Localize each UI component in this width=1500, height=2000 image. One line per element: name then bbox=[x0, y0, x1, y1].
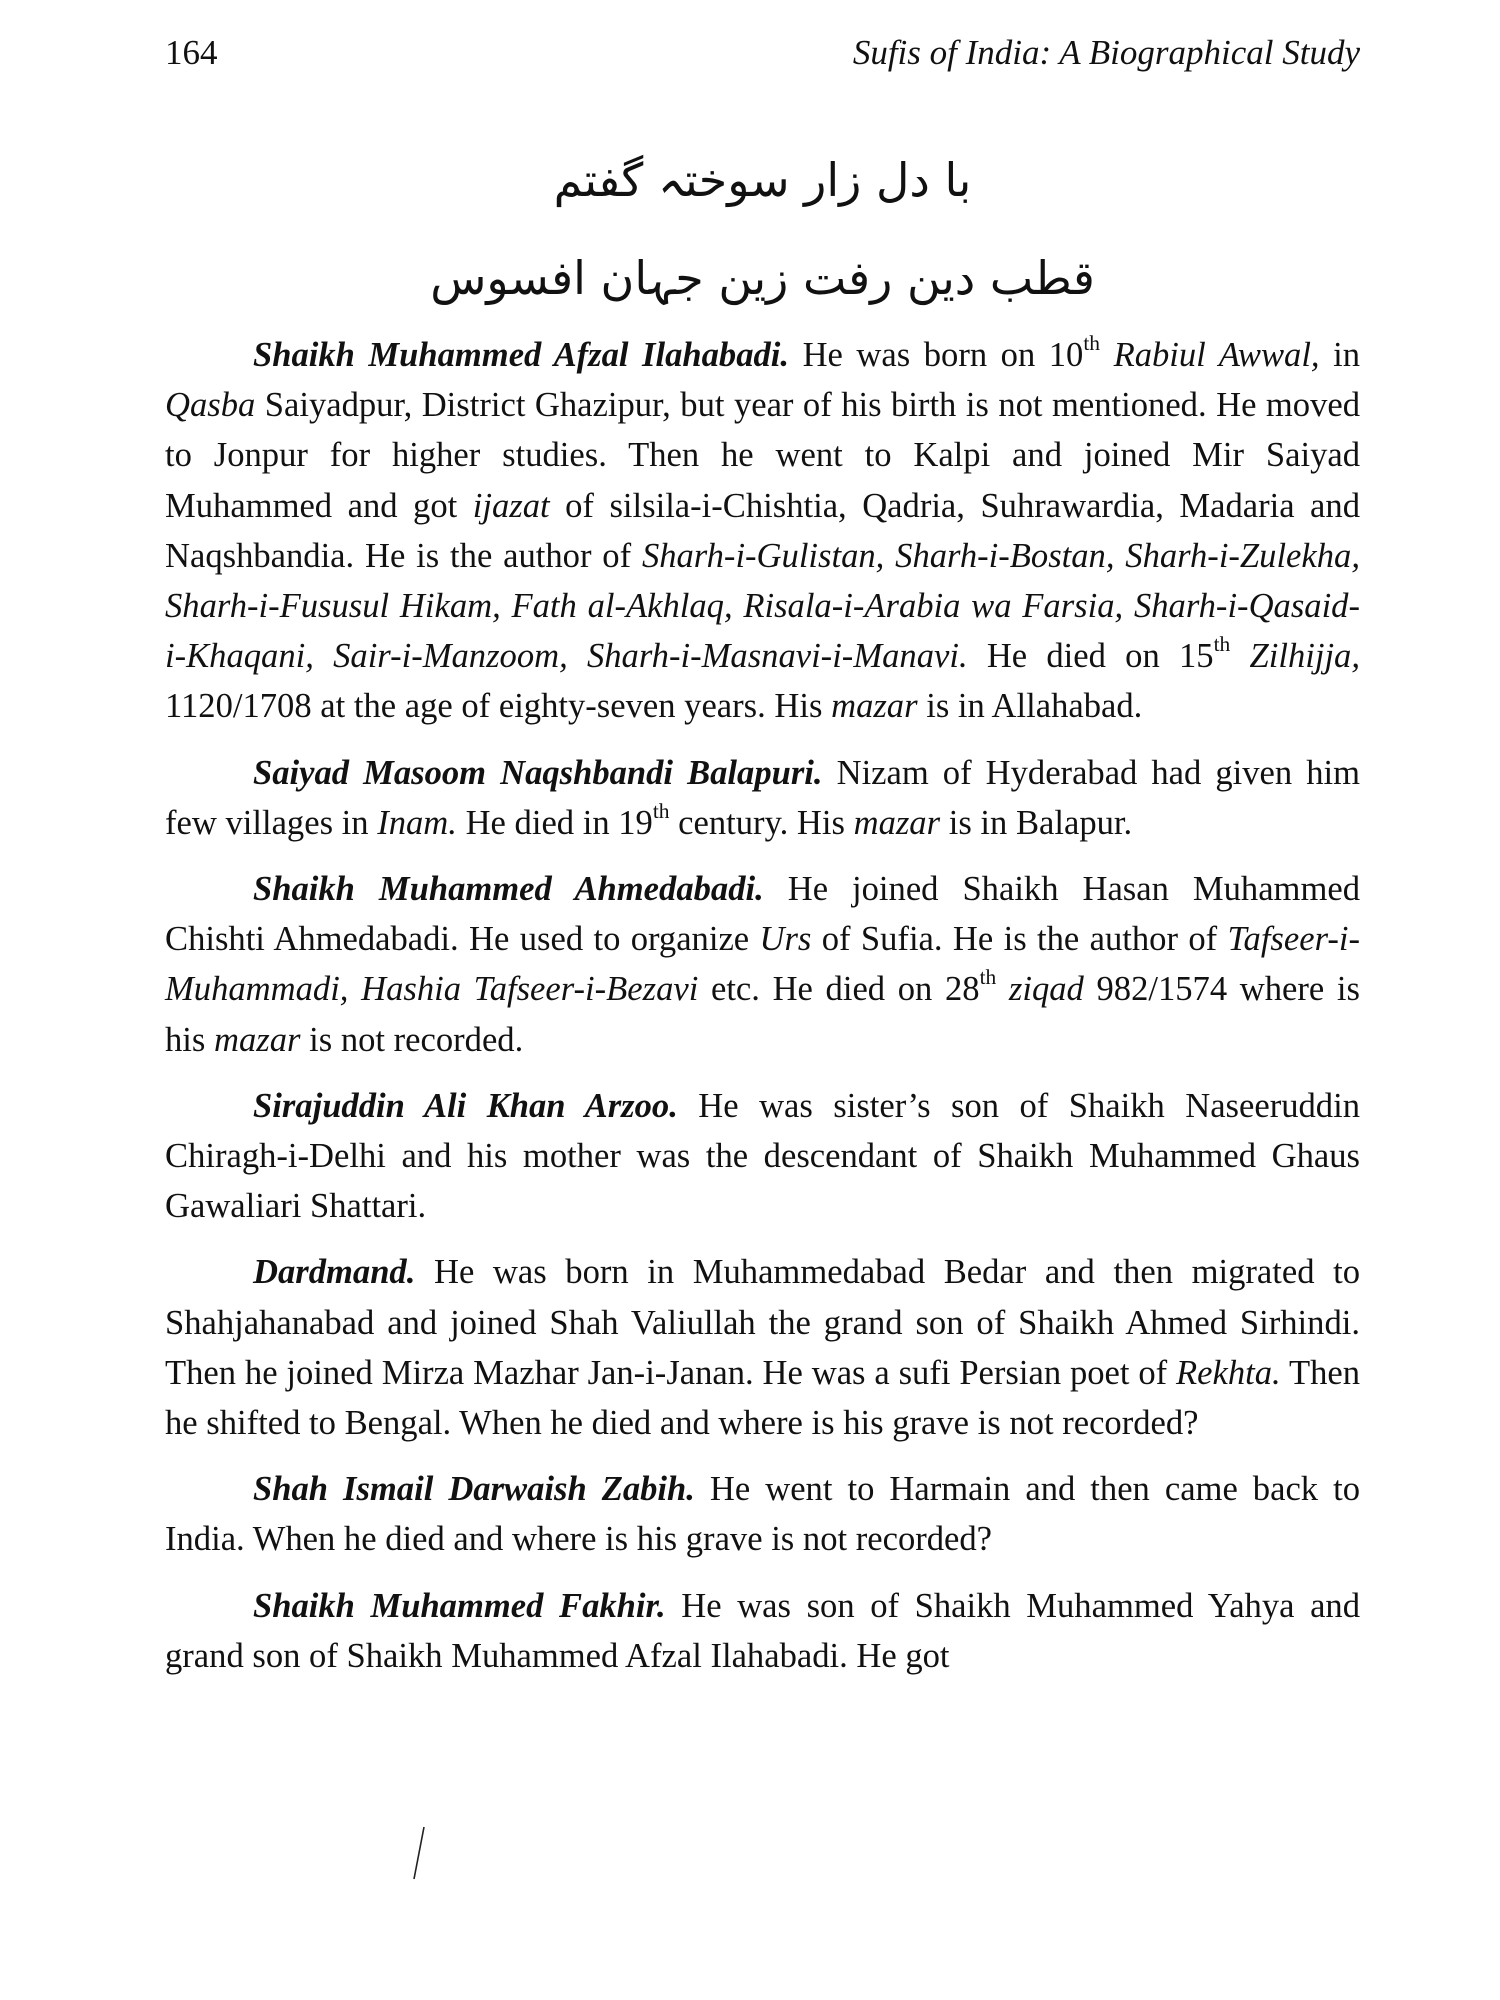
italic-term: Zilhijja, bbox=[1249, 637, 1360, 676]
sufi-name-heading: Dardmand. bbox=[253, 1253, 416, 1292]
paragraph-text: of silsila-i-Chishtia, Qadria, Suhrawardia, Madaria and Naqshbandia. He is the author of bbox=[165, 486, 1360, 575]
ordinal-suffix: th bbox=[652, 798, 670, 823]
paragraph bbox=[165, 864, 1360, 1065]
italic-term: mazar bbox=[853, 803, 941, 842]
ordinal-suffix: th bbox=[979, 965, 997, 990]
sufi-name-heading: Shaikh Muhammed Fakhir. bbox=[253, 1586, 666, 1625]
italic-term: Urs bbox=[759, 920, 812, 959]
paragraph-text: He was sister’s son of Shaikh Naseeruddin Chiragh-i-Delhi and his mother was the descendant of Shaikh Muhammed Ghaus Gawaliari Shattari. bbox=[165, 1086, 1360, 1226]
paragraph-text: He was born in Muhammedabad Bedar and then migrated to Shahjahanabad and joined Shah Valiullah the grand son of Shaikh Ahmed Sirhindi. Then he joined Mirza Mazhar Jan-i-Janan. He was a sufi Persian poet of bbox=[165, 1253, 1360, 1392]
sufi-name-heading: Shaikh Muhammed Ahmedabadi. bbox=[253, 870, 764, 909]
running-header bbox=[165, 28, 1360, 78]
paragraph-text: is in Balapur. bbox=[940, 803, 1133, 842]
paragraph bbox=[165, 1464, 1360, 1564]
paragraph-text: He was born on 10 bbox=[789, 336, 1084, 374]
italic-term: Tafseer-i-Muhammadi, Hashia Tafseer-i-Bezavi bbox=[165, 920, 1360, 1009]
italic-term: ijazat bbox=[472, 486, 550, 525]
ordinal-suffix: th bbox=[1083, 330, 1101, 355]
italic-term: Sharh-i-Gulistan, Sharh-i-Bostan, Sharh-i-Zulekha, Sharh-i-Fususul Hikam, Fath al-Akhlaq, Risala-i-Arabia wa Farsia, Sharh-i-Qasaid-i-Khaqani, Sair-i-Manzoom, Sharh-i-Masnavi-i-Manavi. bbox=[165, 536, 1360, 676]
paragraph-text: etc. He died on 28 bbox=[698, 970, 980, 1009]
paragraph-text: Then he shifted to Bengal. When he died and where is his grave is not recorded? bbox=[165, 1353, 1360, 1443]
body-text bbox=[165, 330, 1360, 1681]
paragraph-text: 1120/1708 at the age of eighty-seven years. His bbox=[165, 687, 832, 726]
urdu-verse-line-2: قطب دین رفت زین جہان افسوس bbox=[430, 251, 1095, 305]
paragraph-text bbox=[996, 970, 1009, 1008]
paragraph bbox=[165, 748, 1360, 848]
italic-term: mazar bbox=[214, 1020, 301, 1059]
italic-term: ziqad bbox=[1008, 970, 1084, 1009]
paragraph-text: He died on 15 bbox=[967, 637, 1214, 676]
paragraph-text: 982/1574 where is his bbox=[165, 970, 1360, 1059]
italic-term: Rekhta. bbox=[1176, 1353, 1281, 1392]
urdu-verse-line-1: با دل زار سوختہ گفتم bbox=[553, 153, 972, 207]
paragraph-text: century. His bbox=[669, 803, 854, 842]
sufi-name-heading: Saiyad Masoom Naqshbandi Balapuri. bbox=[253, 753, 823, 792]
italic-term: Qasba bbox=[165, 386, 256, 425]
ordinal-suffix: th bbox=[1213, 632, 1231, 657]
paragraph-text: of Sufia. He is the author of bbox=[811, 920, 1228, 959]
paragraph bbox=[165, 330, 1360, 732]
paragraph-text: is in Allahabad. bbox=[917, 687, 1143, 726]
sufi-name-heading: Shah Ismail Darwaish Zabih. bbox=[253, 1470, 695, 1509]
italic-term: mazar bbox=[831, 687, 918, 726]
paragraph-text: He went to Harmain and then came back to India. When he died and where is his grave is not recorded? bbox=[165, 1470, 1360, 1559]
italic-term: Rabiul Awwal, bbox=[1113, 336, 1320, 374]
paragraph-text: Nizam of Hyderabad had given him few villages in bbox=[165, 753, 1360, 842]
paragraph bbox=[165, 1081, 1360, 1232]
paragraph-text bbox=[1100, 336, 1114, 374]
pen-stroke-mark bbox=[412, 1825, 426, 1881]
paragraph bbox=[165, 1247, 1360, 1448]
paragraph-text bbox=[1230, 637, 1249, 675]
sufi-name-heading: Shaikh Muhammed Afzal Ilahabadi. bbox=[253, 336, 790, 374]
italic-term: Inam. bbox=[377, 803, 457, 842]
paragraph-text: in bbox=[1319, 336, 1361, 374]
page-number: 164 bbox=[165, 33, 218, 72]
paragraph-text: Saiyadpur, District Ghazipur, but year of his birth is not mentioned. He moved to Jonpur for higher studies. Then he went to Kalpi and joined Mir Saiyad Muhammed and got bbox=[165, 386, 1360, 525]
paragraph-text: He died in 19 bbox=[456, 803, 653, 842]
paragraph bbox=[165, 1581, 1360, 1681]
paragraph-text: He joined Shaikh Hasan Muhammed Chishti Ahmedabadi. He used to organize bbox=[165, 870, 1360, 959]
sufi-name-heading: Sirajuddin Ali Khan Arzoo. bbox=[253, 1086, 678, 1125]
paragraph-text: He was son of Shaikh Muhammed Yahya and grand son of Shaikh Muhammed Afzal Ilahabadi. He got bbox=[165, 1586, 1361, 1675]
running-title: Sufis of India: A Biographical Study bbox=[852, 33, 1360, 72]
paragraph-text: is not recorded. bbox=[300, 1020, 524, 1059]
